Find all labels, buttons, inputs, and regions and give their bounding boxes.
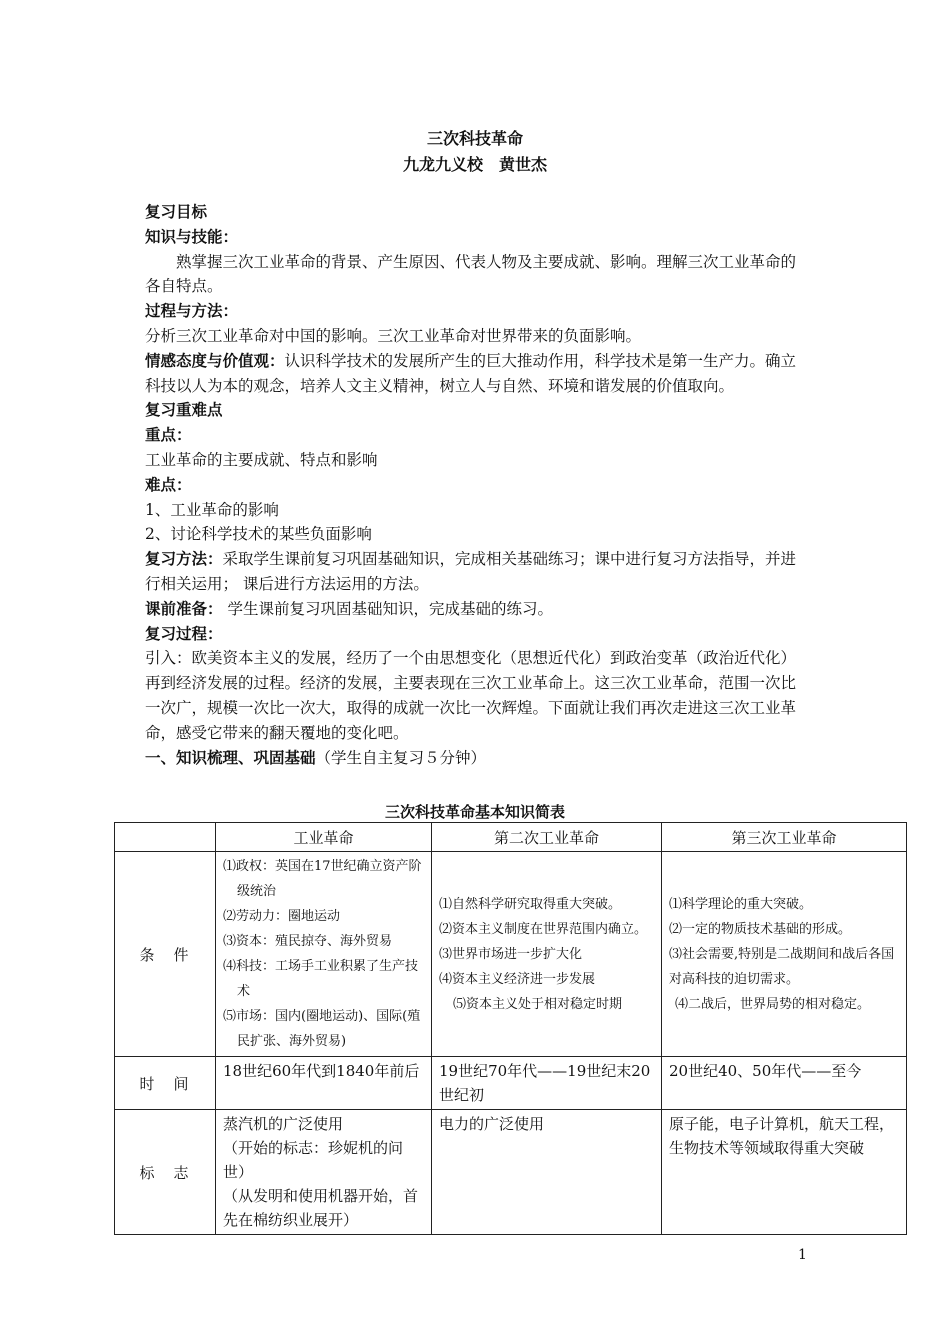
list-item: ⑴自然科学研究取得重大突破。	[439, 896, 622, 912]
table-row-conditions	[115, 852, 907, 1057]
list-item: ⑷二战后，世界局势的相对稳定。	[675, 996, 871, 1012]
page-number: 1	[798, 1247, 807, 1263]
process-method-text: 分析三次工业革命对中国的影响。三次工业革命对世界带来的负面影响。	[145, 326, 642, 345]
list-item: ⑴科学理论的重大突破。	[669, 896, 813, 912]
list-item: ⑸市场：国内(圈地运动)、国际(殖民扩张、海外贸易)	[223, 1009, 421, 1049]
review-process-label: 复习过程：	[145, 623, 223, 643]
key-point-text: 工业革命的主要成就、特点和影响	[145, 450, 378, 469]
goals-heading: 复习目标	[145, 202, 208, 221]
row-label-marker: 标 志	[115, 1110, 216, 1235]
list-item: ⑷资本主义经济进一步发展	[439, 971, 596, 987]
prep-text: 学生课前复习巩固基础知识，完成基础的练习。	[222, 599, 553, 618]
intro-paragraph: 引入：欧美资本主义的发展，经历了一个由思想变化（思想近代化）到政治变革（政治近代化）再到经济发展的过程。经济的发展，主要表现在三次工业革命上。这三次工业革命，范围一次比一次广，规模一次比一次大，取得的成就一次比一次辉煌。下面就让我们再次走进这三次工业革命，感受它带来的翻天覆地的变化吧。	[145, 649, 797, 742]
revolution-table	[114, 822, 907, 1235]
section-one-heading	[145, 746, 810, 771]
list-item: ⑵资本主义制度在世界范围内确立。	[439, 921, 648, 937]
section-one-note: （学生自主复习５分钟）	[315, 748, 487, 767]
list-item: ⑵劳动力：圈地运动	[223, 909, 341, 924]
list-item: ⑶社会需要,特别是二战期间和战后各国对高科技的迫切需求。	[669, 946, 895, 987]
list-item: （开始的标志：珍妮机的问世）	[223, 1139, 404, 1181]
list-item: ⑶资本：殖民掠夺、海外贸易	[223, 934, 393, 949]
conditions-first	[216, 852, 432, 1057]
knowledge-text: 熟掌握三次工业革命的背景、产生原因、代表人物及主要成就、影响。理解三次工业革命的各自特点。	[145, 252, 797, 296]
method-paragraph	[145, 547, 810, 597]
list-item: ⑵一定的物质技术基础的形成。	[669, 921, 852, 937]
list-item: 蒸汽机的广泛使用	[223, 1115, 344, 1133]
section-one-label: 一、知识梳理、巩固基础	[145, 747, 316, 767]
header-cell-third: 第三次工业革命	[662, 823, 907, 852]
header-cell-second: 第二次工业革命	[432, 823, 662, 852]
document-title: 三次科技革命	[426, 129, 523, 148]
hard-point-label: 难点：	[145, 474, 192, 494]
prep-label: 课前准备：	[145, 598, 223, 618]
key-point-label: 重点：	[145, 425, 192, 445]
header-cell-empty	[115, 823, 216, 852]
marker-second: 电力的广泛使用	[432, 1110, 662, 1235]
time-second: 19世纪70年代——19世纪末20世纪初	[432, 1057, 662, 1110]
list-item: ⑷科技：工场手工业积累了生产技术	[223, 959, 419, 999]
hard-point-item-1: 1、工业革命的影响	[145, 500, 279, 519]
document-author: 九龙九义校 黄世杰	[402, 155, 547, 174]
row-label-time: 时 间	[115, 1057, 216, 1110]
list-item: ⑸资本主义处于相对稳定时期	[453, 996, 623, 1012]
time-third: 20世纪40、50年代——至今	[662, 1057, 907, 1110]
hard-point-item-2: 2、讨论科学技术的某些负面影响	[145, 525, 372, 544]
conditions-third	[662, 852, 907, 1057]
table-row-marker	[115, 1110, 907, 1235]
emotion-text: 认识科学技术的发展所产生的巨大推动作用，科学技术是第一生产力。确立科技以人为本的观念，培养人文主义精神，树立人与自然、环境和谐发展的价值取向。	[145, 351, 797, 395]
marker-third: 原子能，电子计算机，航天工程，生物技术等领域取得重大突破	[662, 1110, 907, 1235]
process-method-label: 过程与方法：	[145, 301, 239, 321]
list-item: ⑴政权：英国在17世纪确立资产阶级统治	[223, 859, 422, 899]
header-cell-first: 工业革命	[216, 823, 432, 852]
method-label: 复习方法：	[145, 549, 223, 569]
table-title: 三次科技革命基本知识简表	[384, 803, 565, 821]
list-item: ⑶世界市场进一步扩大化	[439, 946, 583, 962]
method-text: 采取学生课前复习巩固基础知识，完成相关基础练习；课中进行复习方法指导，并进行相关运用； 课后进行方法运用的方法。	[145, 550, 797, 593]
emotion-paragraph	[145, 349, 810, 399]
document-body	[145, 200, 810, 770]
emotion-label: 情感态度与价值观：	[145, 350, 285, 370]
list-item: （从发明和使用机器开始，首先在棉纺织业展开）	[223, 1187, 419, 1229]
knowledge-label: 知识与技能：	[145, 226, 239, 246]
time-first: 18世纪60年代到1840年前后	[216, 1057, 432, 1110]
difficulty-heading: 复习重难点	[145, 400, 223, 420]
prep-paragraph	[145, 597, 810, 622]
row-label-conditions: 条 件	[115, 852, 216, 1057]
table-row-time	[115, 1057, 907, 1110]
conditions-second	[432, 852, 662, 1057]
marker-first	[216, 1110, 432, 1235]
table-header-row	[115, 823, 907, 852]
